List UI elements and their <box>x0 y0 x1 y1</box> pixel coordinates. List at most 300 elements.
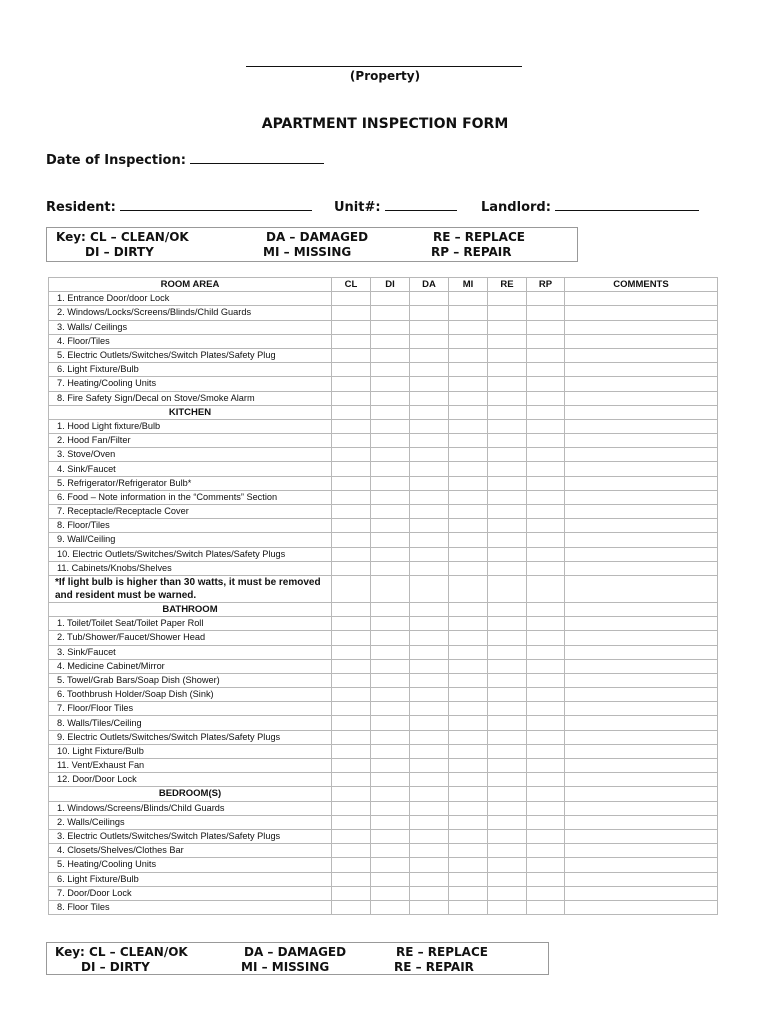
check-cell-re[interactable] <box>488 787 527 801</box>
check-cell-da[interactable] <box>410 490 449 504</box>
check-cell-cl[interactable] <box>332 688 371 702</box>
comments-cell[interactable] <box>565 702 718 716</box>
check-cell-re[interactable] <box>488 829 527 843</box>
comments-cell[interactable] <box>565 872 718 886</box>
check-cell-di[interactable] <box>371 801 410 815</box>
check-cell-di[interactable] <box>371 547 410 561</box>
comments-cell[interactable] <box>565 631 718 645</box>
comments-cell[interactable] <box>565 688 718 702</box>
check-cell-mi[interactable] <box>449 292 488 306</box>
check-cell-mi[interactable] <box>449 886 488 900</box>
check-cell-rp[interactable] <box>527 829 565 843</box>
check-cell-cl[interactable] <box>332 844 371 858</box>
comments-cell[interactable] <box>565 886 718 900</box>
check-cell-di[interactable] <box>371 490 410 504</box>
check-cell-da[interactable] <box>410 391 449 405</box>
comments-cell[interactable] <box>565 787 718 801</box>
check-cell-di[interactable] <box>371 702 410 716</box>
check-cell-rp[interactable] <box>527 688 565 702</box>
comments-cell[interactable] <box>565 334 718 348</box>
check-cell-rp[interactable] <box>527 519 565 533</box>
check-cell-re[interactable] <box>488 547 527 561</box>
check-cell-mi[interactable] <box>449 815 488 829</box>
check-cell-mi[interactable] <box>449 405 488 419</box>
check-cell-di[interactable] <box>371 561 410 575</box>
comments-cell[interactable] <box>565 476 718 490</box>
check-cell-rp[interactable] <box>527 702 565 716</box>
check-cell-da[interactable] <box>410 575 449 602</box>
check-cell-di[interactable] <box>371 617 410 631</box>
check-cell-di[interactable] <box>371 377 410 391</box>
check-cell-da[interactable] <box>410 829 449 843</box>
check-cell-da[interactable] <box>410 547 449 561</box>
check-cell-mi[interactable] <box>449 744 488 758</box>
check-cell-re[interactable] <box>488 844 527 858</box>
check-cell-mi[interactable] <box>449 448 488 462</box>
comments-cell[interactable] <box>565 801 718 815</box>
check-cell-cl[interactable] <box>332 617 371 631</box>
check-cell-di[interactable] <box>371 759 410 773</box>
check-cell-cl[interactable] <box>332 490 371 504</box>
check-cell-di[interactable] <box>371 505 410 519</box>
check-cell-da[interactable] <box>410 801 449 815</box>
unit-field[interactable] <box>385 198 457 211</box>
check-cell-di[interactable] <box>371 773 410 787</box>
check-cell-mi[interactable] <box>449 320 488 334</box>
check-cell-re[interactable] <box>488 716 527 730</box>
comments-cell[interactable] <box>565 405 718 419</box>
check-cell-rp[interactable] <box>527 490 565 504</box>
comments-cell[interactable] <box>565 519 718 533</box>
check-cell-re[interactable] <box>488 462 527 476</box>
check-cell-cl[interactable] <box>332 659 371 673</box>
check-cell-re[interactable] <box>488 900 527 914</box>
check-cell-da[interactable] <box>410 900 449 914</box>
check-cell-rp[interactable] <box>527 462 565 476</box>
check-cell-cl[interactable] <box>332 673 371 687</box>
check-cell-cl[interactable] <box>332 292 371 306</box>
check-cell-cl[interactable] <box>332 448 371 462</box>
check-cell-mi[interactable] <box>449 602 488 616</box>
check-cell-rp[interactable] <box>527 886 565 900</box>
comments-cell[interactable] <box>565 490 718 504</box>
check-cell-cl[interactable] <box>332 462 371 476</box>
check-cell-da[interactable] <box>410 533 449 547</box>
landlord-field[interactable] <box>555 198 699 211</box>
comments-cell[interactable] <box>565 858 718 872</box>
check-cell-cl[interactable] <box>332 759 371 773</box>
comments-cell[interactable] <box>565 815 718 829</box>
comments-cell[interactable] <box>565 434 718 448</box>
check-cell-mi[interactable] <box>449 476 488 490</box>
check-cell-cl[interactable] <box>332 505 371 519</box>
comments-cell[interactable] <box>565 306 718 320</box>
check-cell-di[interactable] <box>371 602 410 616</box>
check-cell-mi[interactable] <box>449 844 488 858</box>
check-cell-rp[interactable] <box>527 448 565 462</box>
check-cell-cl[interactable] <box>332 900 371 914</box>
check-cell-mi[interactable] <box>449 716 488 730</box>
check-cell-cl[interactable] <box>332 434 371 448</box>
check-cell-mi[interactable] <box>449 561 488 575</box>
check-cell-cl[interactable] <box>332 829 371 843</box>
check-cell-cl[interactable] <box>332 405 371 419</box>
check-cell-da[interactable] <box>410 673 449 687</box>
check-cell-re[interactable] <box>488 519 527 533</box>
check-cell-mi[interactable] <box>449 872 488 886</box>
check-cell-rp[interactable] <box>527 575 565 602</box>
check-cell-re[interactable] <box>488 561 527 575</box>
check-cell-re[interactable] <box>488 673 527 687</box>
check-cell-rp[interactable] <box>527 306 565 320</box>
check-cell-re[interactable] <box>488 773 527 787</box>
check-cell-di[interactable] <box>371 462 410 476</box>
check-cell-di[interactable] <box>371 716 410 730</box>
resident-field[interactable] <box>120 198 312 211</box>
comments-cell[interactable] <box>565 419 718 433</box>
check-cell-mi[interactable] <box>449 730 488 744</box>
check-cell-da[interactable] <box>410 462 449 476</box>
check-cell-di[interactable] <box>371 858 410 872</box>
check-cell-cl[interactable] <box>332 801 371 815</box>
check-cell-rp[interactable] <box>527 716 565 730</box>
check-cell-da[interactable] <box>410 292 449 306</box>
check-cell-mi[interactable] <box>449 306 488 320</box>
check-cell-re[interactable] <box>488 306 527 320</box>
check-cell-re[interactable] <box>488 448 527 462</box>
comments-cell[interactable] <box>565 462 718 476</box>
comments-cell[interactable] <box>565 759 718 773</box>
check-cell-re[interactable] <box>488 744 527 758</box>
comments-cell[interactable] <box>565 533 718 547</box>
comments-cell[interactable] <box>565 617 718 631</box>
check-cell-mi[interactable] <box>449 377 488 391</box>
check-cell-cl[interactable] <box>332 702 371 716</box>
comments-cell[interactable] <box>565 602 718 616</box>
check-cell-re[interactable] <box>488 334 527 348</box>
check-cell-di[interactable] <box>371 448 410 462</box>
check-cell-cl[interactable] <box>332 815 371 829</box>
check-cell-re[interactable] <box>488 688 527 702</box>
check-cell-re[interactable] <box>488 377 527 391</box>
check-cell-mi[interactable] <box>449 617 488 631</box>
check-cell-rp[interactable] <box>527 292 565 306</box>
check-cell-di[interactable] <box>371 844 410 858</box>
check-cell-rp[interactable] <box>527 334 565 348</box>
check-cell-di[interactable] <box>371 744 410 758</box>
comments-cell[interactable] <box>565 377 718 391</box>
check-cell-rp[interactable] <box>527 602 565 616</box>
check-cell-da[interactable] <box>410 688 449 702</box>
check-cell-re[interactable] <box>488 645 527 659</box>
check-cell-mi[interactable] <box>449 348 488 362</box>
check-cell-re[interactable] <box>488 575 527 602</box>
check-cell-da[interactable] <box>410 759 449 773</box>
check-cell-cl[interactable] <box>332 391 371 405</box>
check-cell-da[interactable] <box>410 306 449 320</box>
check-cell-cl[interactable] <box>332 320 371 334</box>
check-cell-mi[interactable] <box>449 434 488 448</box>
property-name-field[interactable] <box>246 56 522 67</box>
check-cell-da[interactable] <box>410 787 449 801</box>
check-cell-di[interactable] <box>371 829 410 843</box>
check-cell-rp[interactable] <box>527 815 565 829</box>
check-cell-re[interactable] <box>488 631 527 645</box>
check-cell-re[interactable] <box>488 490 527 504</box>
check-cell-mi[interactable] <box>449 505 488 519</box>
check-cell-cl[interactable] <box>332 348 371 362</box>
check-cell-cl[interactable] <box>332 363 371 377</box>
check-cell-cl[interactable] <box>332 519 371 533</box>
check-cell-da[interactable] <box>410 716 449 730</box>
check-cell-rp[interactable] <box>527 659 565 673</box>
check-cell-mi[interactable] <box>449 773 488 787</box>
check-cell-mi[interactable] <box>449 519 488 533</box>
check-cell-cl[interactable] <box>332 787 371 801</box>
check-cell-cl[interactable] <box>332 631 371 645</box>
check-cell-da[interactable] <box>410 617 449 631</box>
check-cell-re[interactable] <box>488 320 527 334</box>
check-cell-cl[interactable] <box>332 872 371 886</box>
comments-cell[interactable] <box>565 659 718 673</box>
check-cell-da[interactable] <box>410 434 449 448</box>
check-cell-rp[interactable] <box>527 744 565 758</box>
check-cell-da[interactable] <box>410 645 449 659</box>
check-cell-da[interactable] <box>410 405 449 419</box>
check-cell-di[interactable] <box>371 391 410 405</box>
check-cell-re[interactable] <box>488 405 527 419</box>
check-cell-da[interactable] <box>410 815 449 829</box>
check-cell-re[interactable] <box>488 617 527 631</box>
comments-cell[interactable] <box>565 645 718 659</box>
check-cell-cl[interactable] <box>332 744 371 758</box>
comments-cell[interactable] <box>565 829 718 843</box>
check-cell-rp[interactable] <box>527 320 565 334</box>
check-cell-da[interactable] <box>410 561 449 575</box>
check-cell-rp[interactable] <box>527 801 565 815</box>
check-cell-rp[interactable] <box>527 476 565 490</box>
comments-cell[interactable] <box>565 844 718 858</box>
check-cell-rp[interactable] <box>527 673 565 687</box>
check-cell-mi[interactable] <box>449 829 488 843</box>
check-cell-re[interactable] <box>488 419 527 433</box>
check-cell-mi[interactable] <box>449 702 488 716</box>
check-cell-da[interactable] <box>410 348 449 362</box>
check-cell-da[interactable] <box>410 519 449 533</box>
check-cell-cl[interactable] <box>332 306 371 320</box>
check-cell-rp[interactable] <box>527 533 565 547</box>
comments-cell[interactable] <box>565 391 718 405</box>
check-cell-da[interactable] <box>410 631 449 645</box>
check-cell-re[interactable] <box>488 348 527 362</box>
comments-cell[interactable] <box>565 730 718 744</box>
check-cell-mi[interactable] <box>449 659 488 673</box>
comments-cell[interactable] <box>565 773 718 787</box>
check-cell-rp[interactable] <box>527 505 565 519</box>
check-cell-di[interactable] <box>371 815 410 829</box>
check-cell-mi[interactable] <box>449 533 488 547</box>
check-cell-di[interactable] <box>371 363 410 377</box>
check-cell-di[interactable] <box>371 419 410 433</box>
check-cell-rp[interactable] <box>527 844 565 858</box>
check-cell-re[interactable] <box>488 292 527 306</box>
check-cell-di[interactable] <box>371 787 410 801</box>
check-cell-di[interactable] <box>371 673 410 687</box>
check-cell-di[interactable] <box>371 476 410 490</box>
check-cell-mi[interactable] <box>449 673 488 687</box>
check-cell-cl[interactable] <box>332 476 371 490</box>
check-cell-cl[interactable] <box>332 602 371 616</box>
check-cell-rp[interactable] <box>527 759 565 773</box>
check-cell-re[interactable] <box>488 505 527 519</box>
check-cell-di[interactable] <box>371 688 410 702</box>
comments-cell[interactable] <box>565 448 718 462</box>
check-cell-da[interactable] <box>410 730 449 744</box>
check-cell-rp[interactable] <box>527 377 565 391</box>
check-cell-mi[interactable] <box>449 688 488 702</box>
check-cell-mi[interactable] <box>449 547 488 561</box>
check-cell-re[interactable] <box>488 815 527 829</box>
comments-cell[interactable] <box>565 673 718 687</box>
check-cell-rp[interactable] <box>527 858 565 872</box>
check-cell-rp[interactable] <box>527 730 565 744</box>
check-cell-rp[interactable] <box>527 434 565 448</box>
check-cell-cl[interactable] <box>332 561 371 575</box>
check-cell-di[interactable] <box>371 872 410 886</box>
check-cell-di[interactable] <box>371 730 410 744</box>
check-cell-mi[interactable] <box>449 631 488 645</box>
comments-cell[interactable] <box>565 561 718 575</box>
check-cell-di[interactable] <box>371 659 410 673</box>
comments-cell[interactable] <box>565 363 718 377</box>
check-cell-da[interactable] <box>410 448 449 462</box>
check-cell-rp[interactable] <box>527 348 565 362</box>
check-cell-re[interactable] <box>488 434 527 448</box>
check-cell-mi[interactable] <box>449 759 488 773</box>
comments-cell[interactable] <box>565 505 718 519</box>
check-cell-cl[interactable] <box>332 730 371 744</box>
check-cell-di[interactable] <box>371 292 410 306</box>
check-cell-mi[interactable] <box>449 787 488 801</box>
check-cell-da[interactable] <box>410 844 449 858</box>
check-cell-re[interactable] <box>488 730 527 744</box>
comments-cell[interactable] <box>565 547 718 561</box>
check-cell-rp[interactable] <box>527 419 565 433</box>
check-cell-cl[interactable] <box>332 575 371 602</box>
check-cell-cl[interactable] <box>332 419 371 433</box>
check-cell-da[interactable] <box>410 602 449 616</box>
check-cell-rp[interactable] <box>527 787 565 801</box>
comments-cell[interactable] <box>565 320 718 334</box>
check-cell-da[interactable] <box>410 320 449 334</box>
check-cell-di[interactable] <box>371 405 410 419</box>
check-cell-rp[interactable] <box>527 773 565 787</box>
check-cell-mi[interactable] <box>449 900 488 914</box>
check-cell-re[interactable] <box>488 858 527 872</box>
check-cell-mi[interactable] <box>449 858 488 872</box>
check-cell-mi[interactable] <box>449 645 488 659</box>
check-cell-da[interactable] <box>410 744 449 758</box>
check-cell-mi[interactable] <box>449 334 488 348</box>
check-cell-di[interactable] <box>371 320 410 334</box>
comments-cell[interactable] <box>565 744 718 758</box>
check-cell-da[interactable] <box>410 363 449 377</box>
check-cell-da[interactable] <box>410 476 449 490</box>
check-cell-da[interactable] <box>410 505 449 519</box>
check-cell-cl[interactable] <box>332 716 371 730</box>
comments-cell[interactable] <box>565 292 718 306</box>
check-cell-re[interactable] <box>488 801 527 815</box>
check-cell-da[interactable] <box>410 773 449 787</box>
check-cell-da[interactable] <box>410 334 449 348</box>
check-cell-da[interactable] <box>410 377 449 391</box>
check-cell-di[interactable] <box>371 334 410 348</box>
check-cell-di[interactable] <box>371 900 410 914</box>
check-cell-re[interactable] <box>488 659 527 673</box>
check-cell-di[interactable] <box>371 519 410 533</box>
check-cell-da[interactable] <box>410 886 449 900</box>
check-cell-rp[interactable] <box>527 617 565 631</box>
check-cell-cl[interactable] <box>332 547 371 561</box>
check-cell-re[interactable] <box>488 363 527 377</box>
check-cell-re[interactable] <box>488 759 527 773</box>
check-cell-mi[interactable] <box>449 490 488 504</box>
check-cell-di[interactable] <box>371 348 410 362</box>
check-cell-rp[interactable] <box>527 363 565 377</box>
check-cell-cl[interactable] <box>332 645 371 659</box>
check-cell-da[interactable] <box>410 858 449 872</box>
check-cell-di[interactable] <box>371 631 410 645</box>
check-cell-rp[interactable] <box>527 547 565 561</box>
check-cell-re[interactable] <box>488 702 527 716</box>
check-cell-di[interactable] <box>371 886 410 900</box>
check-cell-re[interactable] <box>488 886 527 900</box>
check-cell-da[interactable] <box>410 872 449 886</box>
check-cell-mi[interactable] <box>449 419 488 433</box>
check-cell-rp[interactable] <box>527 645 565 659</box>
check-cell-rp[interactable] <box>527 900 565 914</box>
check-cell-mi[interactable] <box>449 391 488 405</box>
check-cell-mi[interactable] <box>449 575 488 602</box>
check-cell-cl[interactable] <box>332 886 371 900</box>
check-cell-cl[interactable] <box>332 533 371 547</box>
check-cell-rp[interactable] <box>527 405 565 419</box>
check-cell-cl[interactable] <box>332 858 371 872</box>
comments-cell[interactable] <box>565 348 718 362</box>
check-cell-di[interactable] <box>371 533 410 547</box>
comments-cell[interactable] <box>565 575 718 602</box>
check-cell-cl[interactable] <box>332 773 371 787</box>
check-cell-rp[interactable] <box>527 391 565 405</box>
check-cell-cl[interactable] <box>332 377 371 391</box>
check-cell-da[interactable] <box>410 419 449 433</box>
check-cell-mi[interactable] <box>449 363 488 377</box>
check-cell-mi[interactable] <box>449 801 488 815</box>
check-cell-re[interactable] <box>488 602 527 616</box>
check-cell-di[interactable] <box>371 434 410 448</box>
check-cell-re[interactable] <box>488 391 527 405</box>
check-cell-di[interactable] <box>371 306 410 320</box>
comments-cell[interactable] <box>565 716 718 730</box>
check-cell-cl[interactable] <box>332 334 371 348</box>
check-cell-re[interactable] <box>488 872 527 886</box>
check-cell-re[interactable] <box>488 476 527 490</box>
date-field[interactable] <box>190 151 324 164</box>
check-cell-rp[interactable] <box>527 872 565 886</box>
check-cell-rp[interactable] <box>527 631 565 645</box>
check-cell-rp[interactable] <box>527 561 565 575</box>
check-cell-re[interactable] <box>488 533 527 547</box>
